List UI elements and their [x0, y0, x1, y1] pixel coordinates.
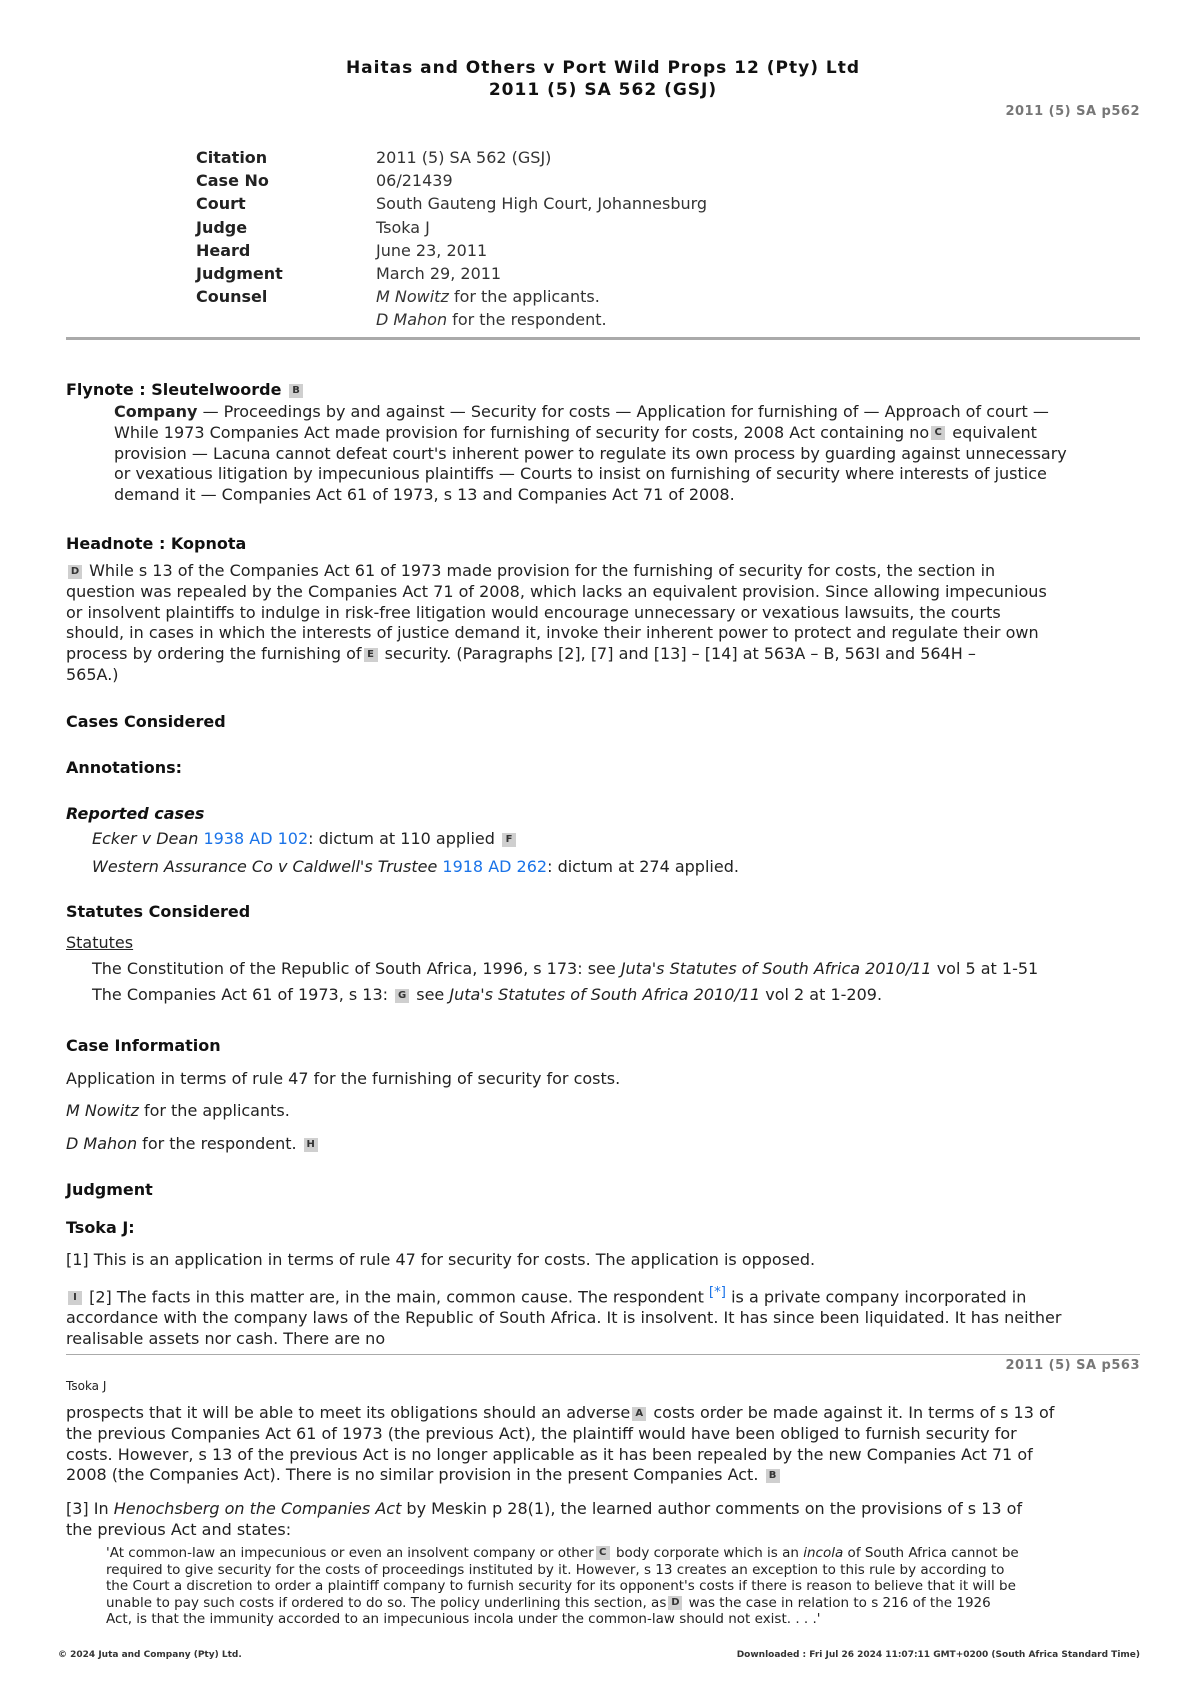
footer-copyright: © 2024 Juta and Company (Pty) Ltd. [58, 1650, 242, 1660]
quotation-block: 'At common-law an impecunious or even an insolvent company or other C body corporate which is an incola of South Africa cannot be required to give security for the costs of proceedings instituted by it. However, s 13 creates an exception to this rule by according to the Court a discretion to order a plaintiff company to furnish security for its opponent's costs if there is reason to believe that it will be unable to pay such costs if ordered to do so. The policy underlining this section, as D was the case in relation to s 216 of the 1926 Act, is that the immunity accorded to an impecunious incola under the common-law should not exist. . . .' [106, 1545, 1019, 1628]
margin-letter: C [931, 426, 945, 440]
paragraph-2-continued: prospects that it will be able to meet its obligations should an adverse A costs order be made against it. In terms of s 13 of the previous Companies Act 61 of 1973 (the previous Act), the plaintiff would have been obliged to furnish security for costs. However, s 13 of the previous Act is no longer applicable as it has been repealed by the new Companies Act 71 of 2008 (the Companies Act). There is no similar provision in the present Companies Act. B [66, 1403, 1055, 1485]
margin-letter: B [766, 1469, 780, 1483]
case-ecker-v-dean: Ecker v Dean 1938 AD 102: dictum at 110 applied F [92, 829, 1142, 850]
judge-heading: Tsoka J: [66, 1218, 135, 1237]
heard-label: Heard [196, 240, 251, 260]
citation-value: 2011 (5) SA 562 (GSJ) [376, 148, 552, 167]
case-title: Haitas and Others v Port Wild Props 12 (Pty) Ltd [345, 58, 861, 78]
flynote-text: Company — Proceedings by and against — Security for costs — Application for furnishing of — Approach of court — While 1973 Companies Act made provision for furnishing of security for costs, 2008 Act containing no C equivalent provision — Lacuna cannot defeat court's inherent power to regulate its own process by guarding against unnecessary or vexatious litigation by impecunious plaintiffs — Courts to insist on furnishing of security where interests of justice demand it — Companies Act 61 of 1973, s 13 and Companies Act 71 of 2008. [114, 402, 1067, 505]
case-metadata-table [196, 146, 707, 332]
margin-letter: B [289, 384, 303, 398]
annotations-heading: Annotations: [66, 758, 183, 777]
margin-letter: F [502, 833, 516, 847]
footer-download-info: Downloaded : Fri Jul 26 2024 11:07:11 GMT+0200 (South Africa Standard Time) [736, 1650, 1140, 1660]
margin-letter: D [668, 1596, 682, 1610]
paragraph-1: [1] This is an application in terms of rule 47 for security for costs. The application is opposed. [66, 1250, 816, 1269]
judgment-heading: Judgment [66, 1180, 153, 1199]
page-break-divider [66, 1354, 1140, 1355]
counsel-2-role: for the respondent. [447, 310, 607, 330]
case-link-western[interactable]: 1918 AD 262 [442, 857, 548, 876]
header-divider [66, 337, 1140, 340]
judge-label: Judge [196, 217, 248, 237]
counsel-label: Counsel [196, 287, 268, 307]
margin-letter: D [68, 565, 82, 579]
case-info-application: Application in terms of rule 47 for the furnishing of security for costs. [66, 1069, 621, 1088]
caseno-label: Case No [196, 171, 269, 191]
cases-considered-heading: Cases Considered [66, 712, 226, 731]
counsel-1-name: M Nowitz [376, 287, 449, 307]
case-info-respondent: D Mahon for the respondent. H [66, 1134, 320, 1155]
case-western-assurance: Western Assurance Co v Caldwell's Trustee 1918 AD 262: dictum at 274 applied. [92, 857, 739, 876]
statute-constitution: The Constitution of the Republic of South Africa, 1996, s 173: see Juta's Statutes of South Africa 2010/11 vol 5 at 1-51 [92, 959, 1039, 978]
margin-letter: E [364, 648, 378, 662]
caseno-value: 06/21439 [376, 171, 453, 191]
case-information-heading: Case Information [66, 1036, 221, 1055]
margin-letter: H [304, 1138, 318, 1152]
citation-label: Citation [196, 148, 268, 167]
flynote-subject: Company [114, 402, 198, 421]
court-label: Court [196, 194, 246, 214]
page-reference: 2011 (5) SA p562 [1005, 104, 1140, 119]
running-head: Tsoka J [66, 1379, 107, 1393]
judgment-date-value: March 29, 2011 [376, 264, 502, 284]
footnote-link[interactable]: [*] [708, 1285, 726, 1300]
counsel-2-name: D Mahon [376, 310, 448, 330]
statutes-considered-heading: Statutes Considered [66, 902, 251, 921]
heard-value: June 23, 2011 [376, 240, 488, 260]
flynote-heading: Flynote : Sleutelwoorde B [66, 380, 305, 399]
counsel-value-2 [376, 308, 707, 331]
statute-companies-act: The Companies Act 61 of 1973, s 13: G see Juta's Statutes of South Africa 2010/11 vol 2 at 1-209. [92, 985, 883, 1004]
paragraph-3: [3] In Henochsberg on the Companies Act by Meskin p 28(1), the learned author comments on the provisions of s 13 of the previous Act and states: [66, 1499, 1023, 1539]
headnote-text: D While s 13 of the Companies Act 61 of 1973 made provision for the furnishing of security for costs, the section in question was repealed by the Companies Act 71 of 2008, which lacks an equivalent provision. Since allowing impecunious or insolvent plaintiffs to indulge in risk-free litigation would encourage unnecessary or vexatious lawsuits, the courts should, in cases in which the interests of justice demand it, invoke their inherent power to protect and regulate their own process by ordering the furnishing of E security. (Paragraphs [2], [7] and [13] – [14] at 563A – B, 563I and 564H – 565A.) [66, 561, 1047, 684]
judge-value: Tsoka J [376, 217, 430, 237]
court-value: South Gauteng High Court, Johannesburg [376, 194, 708, 214]
statutes-subheading: Statutes [66, 933, 134, 952]
case-info-applicants: M Nowitz for the applicants. [66, 1101, 290, 1120]
counsel-value [376, 285, 707, 308]
reported-cases-heading: Reported cases [66, 804, 205, 823]
margin-letter: A [632, 1407, 646, 1421]
page-reference-2: 2011 (5) SA p563 [1005, 1358, 1140, 1373]
judgment-date-label: Judgment [196, 264, 283, 284]
margin-letter: C [596, 1546, 610, 1560]
case-citation-title: 2011 (5) SA 562 (GSJ) [488, 80, 718, 100]
counsel-1-role: for the applicants. [448, 287, 600, 307]
paragraph-2: I [2] The facts in this matter are, in the main, common cause. The respondent [*] is a private company incorporated in accordance with the company laws of the Republic of South Africa. It is insolvent. It has since been liquidated. It has neither realisable assets nor cash. There are no [66, 1285, 1062, 1348]
case-link-ecker[interactable]: 1938 AD 102 [203, 829, 309, 848]
margin-letter: I [68, 1291, 82, 1305]
margin-letter: G [395, 989, 409, 1003]
headnote-heading: Headnote : Kopnota [66, 534, 247, 553]
